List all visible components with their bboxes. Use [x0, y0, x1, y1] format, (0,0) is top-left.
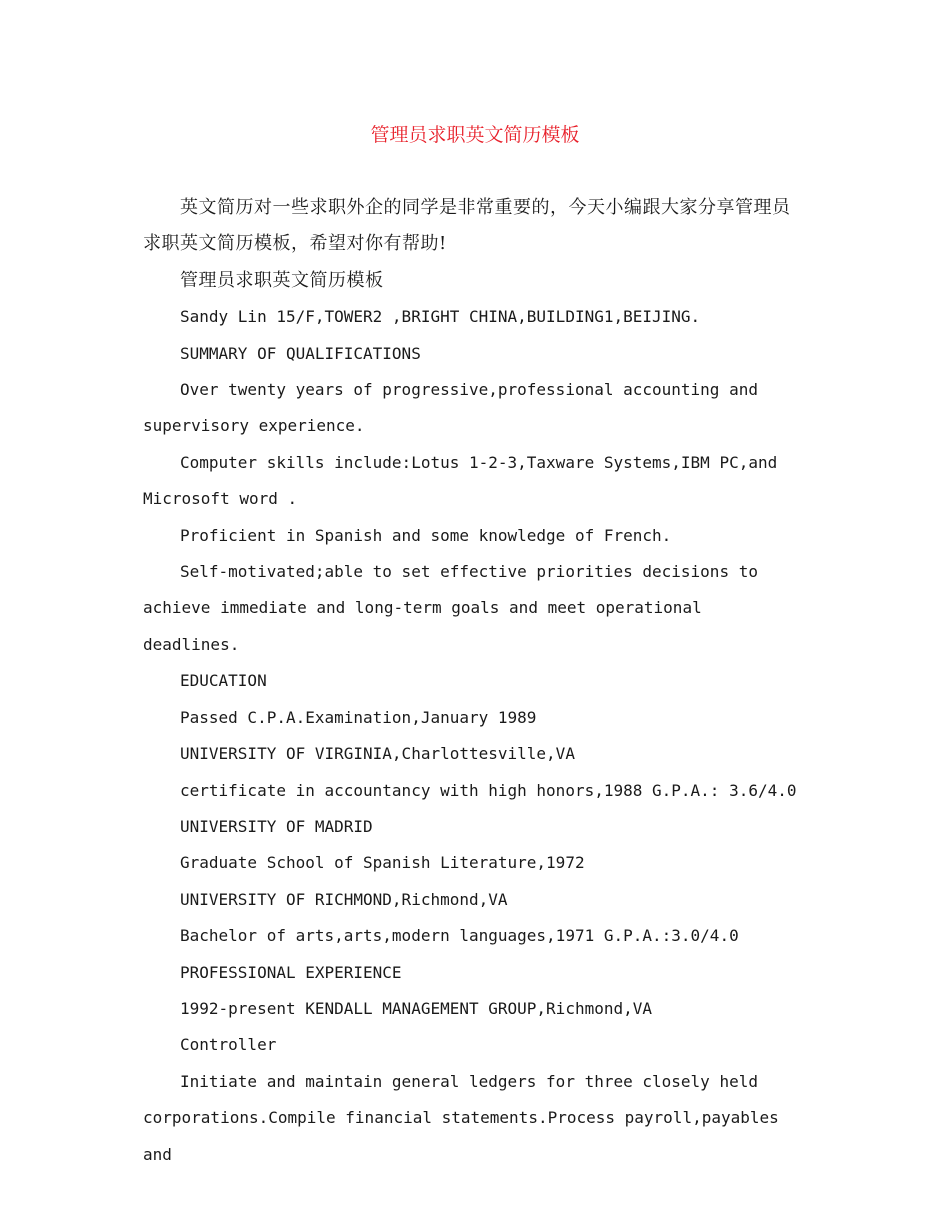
education-line: Graduate School of Spanish Literature,1972 — [180, 853, 585, 873]
contact-line: Sandy Lin 15/F,TOWER2 ,BRIGHT CHINA,BUILDING1,BEIJING. — [180, 307, 701, 327]
education-line: Passed C.P.A.Examination,January 1989 — [180, 707, 537, 727]
experience-line: Initiate and maintain general ledgers for three closely held corporations.Compile financial statements.Process payroll,payables and — [143, 1071, 779, 1164]
section-heading-summary: SUMMARY OF QUALIFICATIONS — [180, 343, 421, 363]
intro-paragraph: 英文简历对一些求职外企的同学是非常重要的，今天小编跟大家分享管理员求职英文简历模板，希望对你有帮助! — [143, 197, 791, 255]
section-heading-experience: PROFESSIONAL EXPERIENCE — [180, 962, 402, 982]
summary-item: Computer skills include:Lotus 1-2-3,Taxware Systems,IBM PC,and Microsoft word . — [143, 452, 778, 509]
document-title: 管理员求职英文简历模板 — [370, 124, 580, 146]
education-line: UNIVERSITY OF MADRID — [180, 816, 373, 836]
summary-item: Self-motivated;able to set effective priorities decisions to achieve immediate and long-term goals and meet operational deadlines. — [143, 562, 758, 654]
section-heading-education: EDUCATION — [180, 671, 267, 691]
subtitle-line: 管理员求职英文简历模板 — [180, 269, 384, 291]
education-line: UNIVERSITY OF VIRGINIA,Charlottesville,VA — [180, 744, 575, 764]
education-line: UNIVERSITY OF RICHMOND,Richmond,VA — [180, 889, 508, 909]
document-body — [143, 190, 803, 1173]
education-line: certificate in accountancy with high honors,1988 G.P.A.: 3.6/4.0 — [180, 780, 797, 800]
education-line: Bachelor of arts,arts,modern languages,1971 G.P.A.:3.0/4.0 — [180, 926, 739, 946]
experience-line: 1992-present KENDALL MANAGEMENT GROUP,Richmond,VA — [180, 998, 653, 1018]
summary-item: Over twenty years of progressive,professional accounting and supervisory experience. — [143, 380, 758, 436]
summary-item: Proficient in Spanish and some knowledge of French. — [180, 525, 672, 545]
experience-line: Controller — [180, 1035, 277, 1055]
